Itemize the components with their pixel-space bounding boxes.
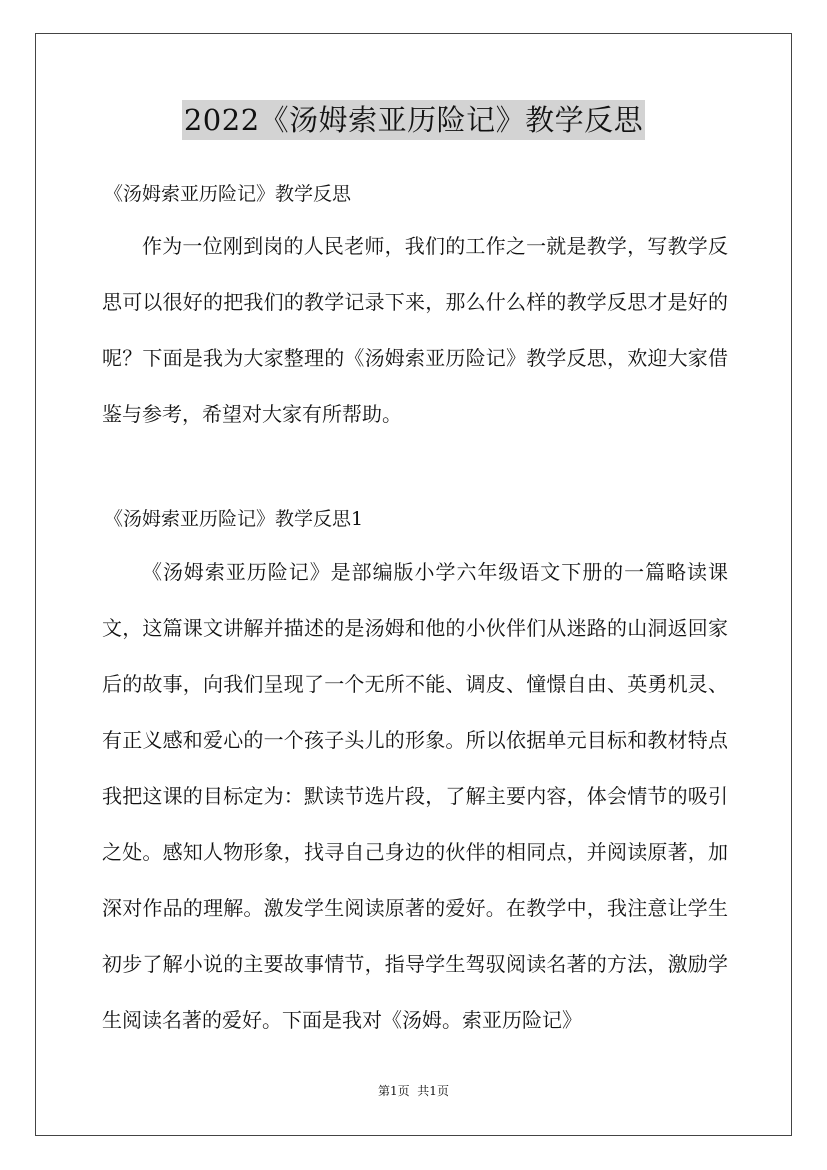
section-1-heading: 《汤姆索亚历险记》教学反思1 xyxy=(104,508,364,530)
document-subtitle: 《汤姆索亚历险记》教学反思 xyxy=(104,183,352,205)
page-footer: 第1页 共1页 xyxy=(378,1084,449,1098)
section-1-body: 《汤姆索亚历险记》是部编版小学六年级语文下册的一篇略读课文，这篇课文讲解并描述的是汤姆和他的小伙伴们从迷路的山洞返回家后的故事，向我们呈现了一个无所不能、调皮、憧憬自由、英勇机灵、有正义感和爱心的一个孩子头儿的形象。所以依据单元目标和教材特点我把这课的目标定为：默读节选片段，了解主要内容，体会情节的吸引之处。感知人物形象，找寻自己身边的伙伴的相同点，并阅读原著，加深对作品的理解。激发学生阅读原著的爱好。在教学中，我注意让学生初步了解小说的主要故事情节，指导学生驾驭阅读名著的方法，激励学生阅读名著的爱好。下面是我对《汤姆。索亚历险记》 xyxy=(102,560,728,1032)
document-title-wrap xyxy=(0,100,827,140)
document-title: 2022《汤姆索亚历险记》教学反思 xyxy=(182,100,645,140)
intro-paragraph: 作为一位刚到岗的人民老师，我们的工作之一就是教学，写教学反思可以很好的把我们的教学记录下来，那么什么样的教学反思才是好的呢？下面是我为大家整理的《汤姆索亚历险记》教学反思，欢迎大家借鉴与参考，希望对大家有所帮助。 xyxy=(102,234,728,426)
